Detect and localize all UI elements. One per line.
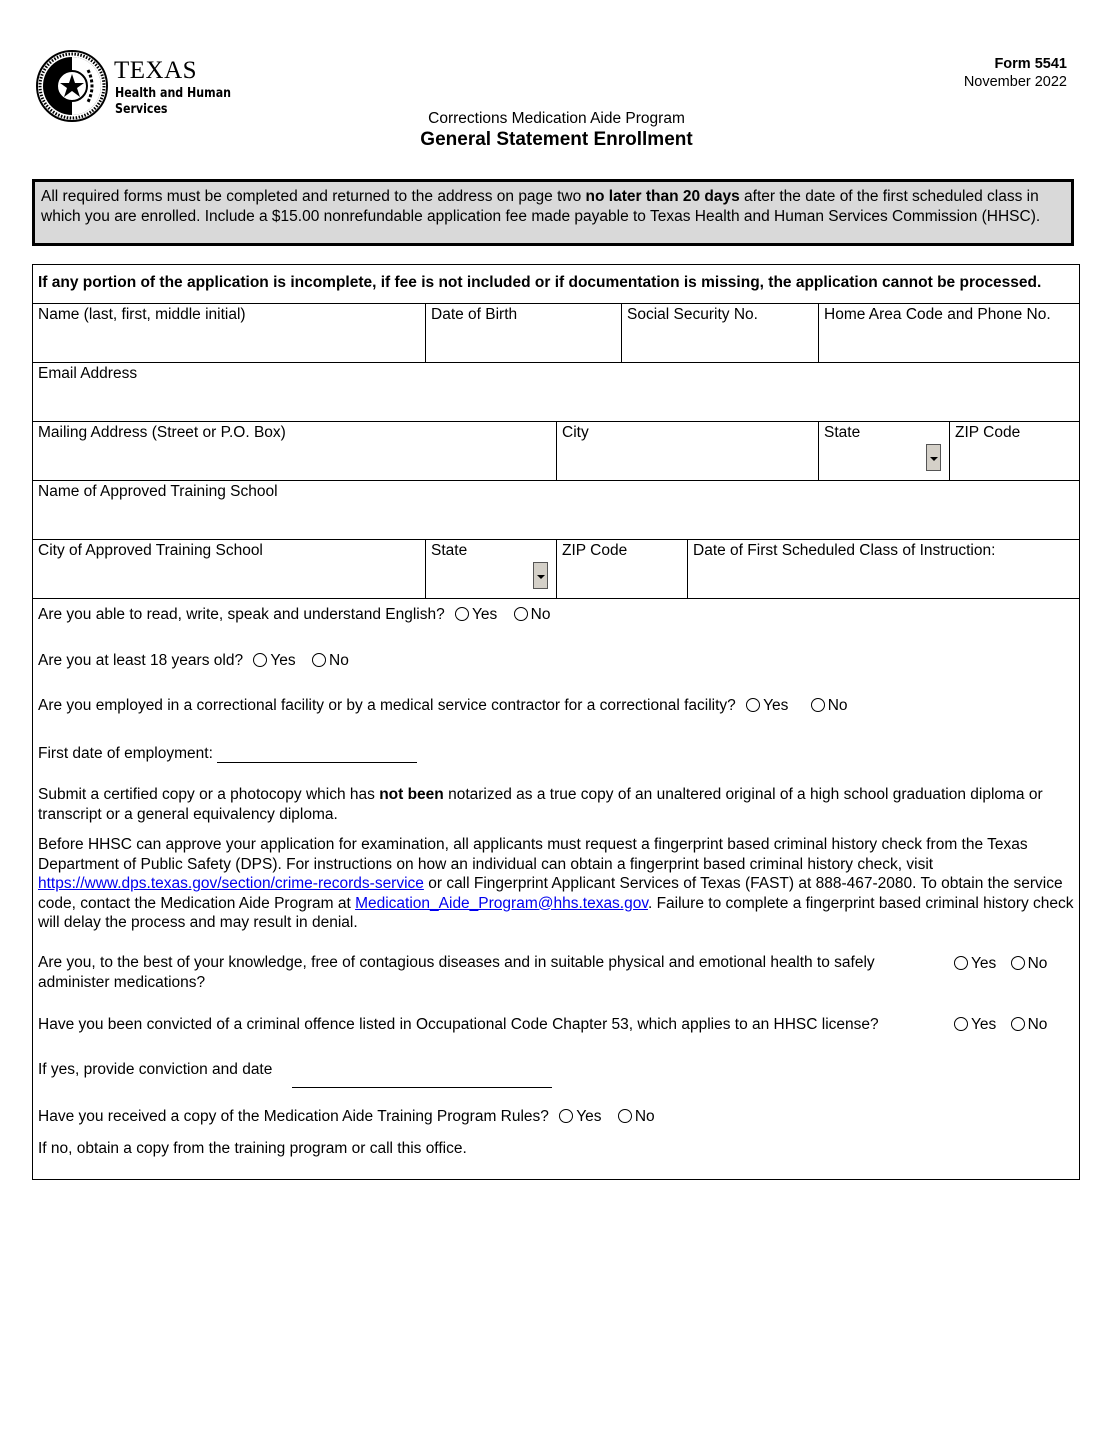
fingerprint-text: Before HHSC can approve your application for examination, all applicants must request a fingerprint based criminal history check from the Texas Department of Public Safety (DPS). For instructions on how an individual can obtain a fingerprint based criminal history check, visit: [38, 836, 1028, 873]
name-label: Name (last, first, middle initial): [38, 306, 246, 323]
state-label: State: [824, 424, 861, 441]
dps-link[interactable]: https://www.dps.texas.gov/section/crime-records-service: [38, 875, 424, 892]
school-state-dropdown-arrow-icon[interactable]: [533, 562, 548, 589]
state-dropdown-arrow-icon[interactable]: [926, 444, 941, 471]
first-employment-date: [38, 744, 417, 763]
notice-text-cont: after the date of the first scheduled class in which you are enrolled. Include a $15.00 nonrefundable application fee made payable to Texas Health and Human Services Commission (HHSC).: [41, 188, 1041, 225]
dob-label: Date of Birth: [431, 306, 518, 323]
no-label: No: [530, 606, 551, 623]
first-employment-date-label: First date of employment:: [38, 745, 213, 762]
conviction-details-label: If yes, provide conviction and date: [38, 1061, 273, 1078]
health-no-radio[interactable]: [1011, 956, 1025, 970]
conviction-details-input[interactable]: [292, 1071, 552, 1088]
school-row: [33, 481, 1079, 540]
question-age: [38, 652, 349, 670]
warning-text: If any portion of the application is incomplete, if fee is not included or if documentation is missing, the application cannot be processed.: [38, 274, 1042, 291]
address-row: [33, 422, 1079, 481]
program-name: Corrections Medication Aide Program: [428, 110, 685, 127]
school-name-label: Name of Approved Training School: [38, 483, 278, 500]
question-rules-text: Have you received a copy of the Medication Aide Training Program Rules?: [38, 1108, 549, 1125]
fingerprint-instructions: [38, 835, 1074, 933]
school-state-select[interactable]: [426, 540, 557, 598]
city-field[interactable]: [557, 422, 819, 480]
page-title: General Statement Enrollment: [420, 129, 693, 150]
school-zip-field[interactable]: [557, 540, 688, 598]
diploma-text: Submit a certified copy or a photocopy which has: [38, 786, 380, 803]
question-health: [38, 953, 938, 992]
fingerprint-text-end: . Failure to complete a fingerprint based criminal history check will delay the process and may result in denial.: [38, 894, 1074, 931]
school-city-label: City of Approved Training School: [38, 542, 263, 559]
school-zip-label: ZIP Code: [562, 542, 628, 559]
school-location-row: [33, 540, 1079, 599]
yes-label: Yes: [971, 1016, 997, 1033]
question-english: [38, 606, 550, 624]
no-label: No: [329, 652, 349, 669]
yes-label: Yes: [270, 652, 296, 669]
mailing-address-label: Mailing Address (Street or P.O. Box): [38, 424, 286, 441]
diploma-emphasis: not been: [379, 786, 444, 803]
ssn-label: Social Security No.: [627, 306, 758, 323]
no-label: No: [1027, 955, 1048, 972]
yes-label: Yes: [763, 697, 789, 714]
question-health-text: Are you, to the best of your knowledge, free of contagious diseases and in suitable physical and emotional health to safely administer medications?: [38, 954, 875, 991]
yes-label: Yes: [971, 955, 997, 972]
warning-row: [33, 265, 1079, 304]
school-state-label: State: [431, 542, 468, 559]
fingerprint-text-cont: or call Fingerprint Applicant Services of Texas (FAST) at 888-467-2080. To obtain the service code, contact the Medication Aide Program at: [38, 875, 1063, 912]
rules-yes-radio[interactable]: [559, 1109, 573, 1123]
email-field[interactable]: [33, 363, 1079, 421]
rules-note: If no, obtain a copy from the training program or call this office.: [38, 1140, 467, 1157]
state-select[interactable]: [819, 422, 950, 480]
personal-info-row: [33, 304, 1079, 363]
application-form: [32, 264, 1080, 1180]
question-convicted: [38, 1016, 879, 1034]
rules-no-radio[interactable]: [618, 1109, 632, 1123]
logo-line3: Services: [115, 102, 168, 117]
dob-field[interactable]: [426, 304, 622, 362]
question-english-text: Are you able to read, write, speak and understand English?: [38, 606, 445, 623]
form-info: [964, 55, 1067, 91]
employed-yes-radio[interactable]: [746, 698, 760, 712]
convicted-options: [954, 1016, 1047, 1034]
question-convicted-text: Have you been convicted of a criminal offence listed in Occupational Code Chapter 53, which applies to an HHSC license?: [38, 1016, 879, 1033]
first-class-date-field[interactable]: [688, 540, 1079, 598]
english-yes-radio[interactable]: [455, 607, 469, 621]
mailing-address-field[interactable]: [33, 422, 557, 480]
email-label: Email Address: [38, 365, 138, 382]
employed-no-radio[interactable]: [811, 698, 825, 712]
no-label: No: [634, 1108, 655, 1125]
health-options: [954, 955, 1047, 973]
phone-label: Home Area Code and Phone No.: [824, 306, 1051, 323]
english-no-radio[interactable]: [514, 607, 528, 621]
notice-text: All required forms must be completed and returned to the address on page two: [41, 188, 586, 205]
no-label: No: [827, 697, 848, 714]
notice-deadline: no later than 20 days: [585, 188, 740, 205]
convicted-no-radio[interactable]: [1011, 1017, 1025, 1031]
diploma-text-cont: notarized as a true copy of an unaltered original of a high school graduation diploma or transcript or a general equivalency diploma.: [38, 786, 1043, 823]
school-city-field[interactable]: [33, 540, 426, 598]
name-field[interactable]: [33, 304, 426, 362]
ssn-field[interactable]: [622, 304, 819, 362]
health-yes-radio[interactable]: [954, 956, 968, 970]
school-name-field[interactable]: [33, 481, 1079, 539]
question-age-text: Are you at least 18 years old?: [38, 652, 244, 669]
email-row: [33, 363, 1079, 422]
zip-label: ZIP Code: [955, 424, 1021, 441]
email-link[interactable]: Medication_Aide_Program@hhs.texas.gov: [355, 894, 648, 912]
diploma-instructions: [38, 785, 1074, 824]
yes-label: Yes: [576, 1108, 602, 1125]
zip-field[interactable]: [950, 422, 1079, 480]
first-employment-date-input[interactable]: [217, 744, 417, 763]
form-date: November 2022: [963, 74, 1067, 90]
logo-texas: TEXAS: [114, 57, 198, 84]
conviction-details: [38, 1061, 272, 1079]
logo-line2: Health and Human: [115, 86, 232, 101]
form-number: Form 5541: [994, 56, 1067, 72]
yes-label: Yes: [472, 606, 498, 623]
first-class-date-label: Date of First Scheduled Class of Instruction:: [693, 542, 996, 559]
age-yes-radio[interactable]: [253, 653, 267, 667]
question-employed: [38, 697, 848, 715]
age-no-radio[interactable]: [312, 653, 326, 667]
phone-field[interactable]: [819, 304, 1079, 362]
question-rules: [38, 1108, 655, 1126]
city-label: City: [562, 424, 589, 441]
notice-box: [32, 179, 1074, 246]
no-label: No: [1027, 1016, 1048, 1033]
question-employed-text: Are you employed in a correctional facility or by a medical service contractor for a correctional facility?: [38, 697, 736, 714]
convicted-yes-radio[interactable]: [954, 1017, 968, 1031]
